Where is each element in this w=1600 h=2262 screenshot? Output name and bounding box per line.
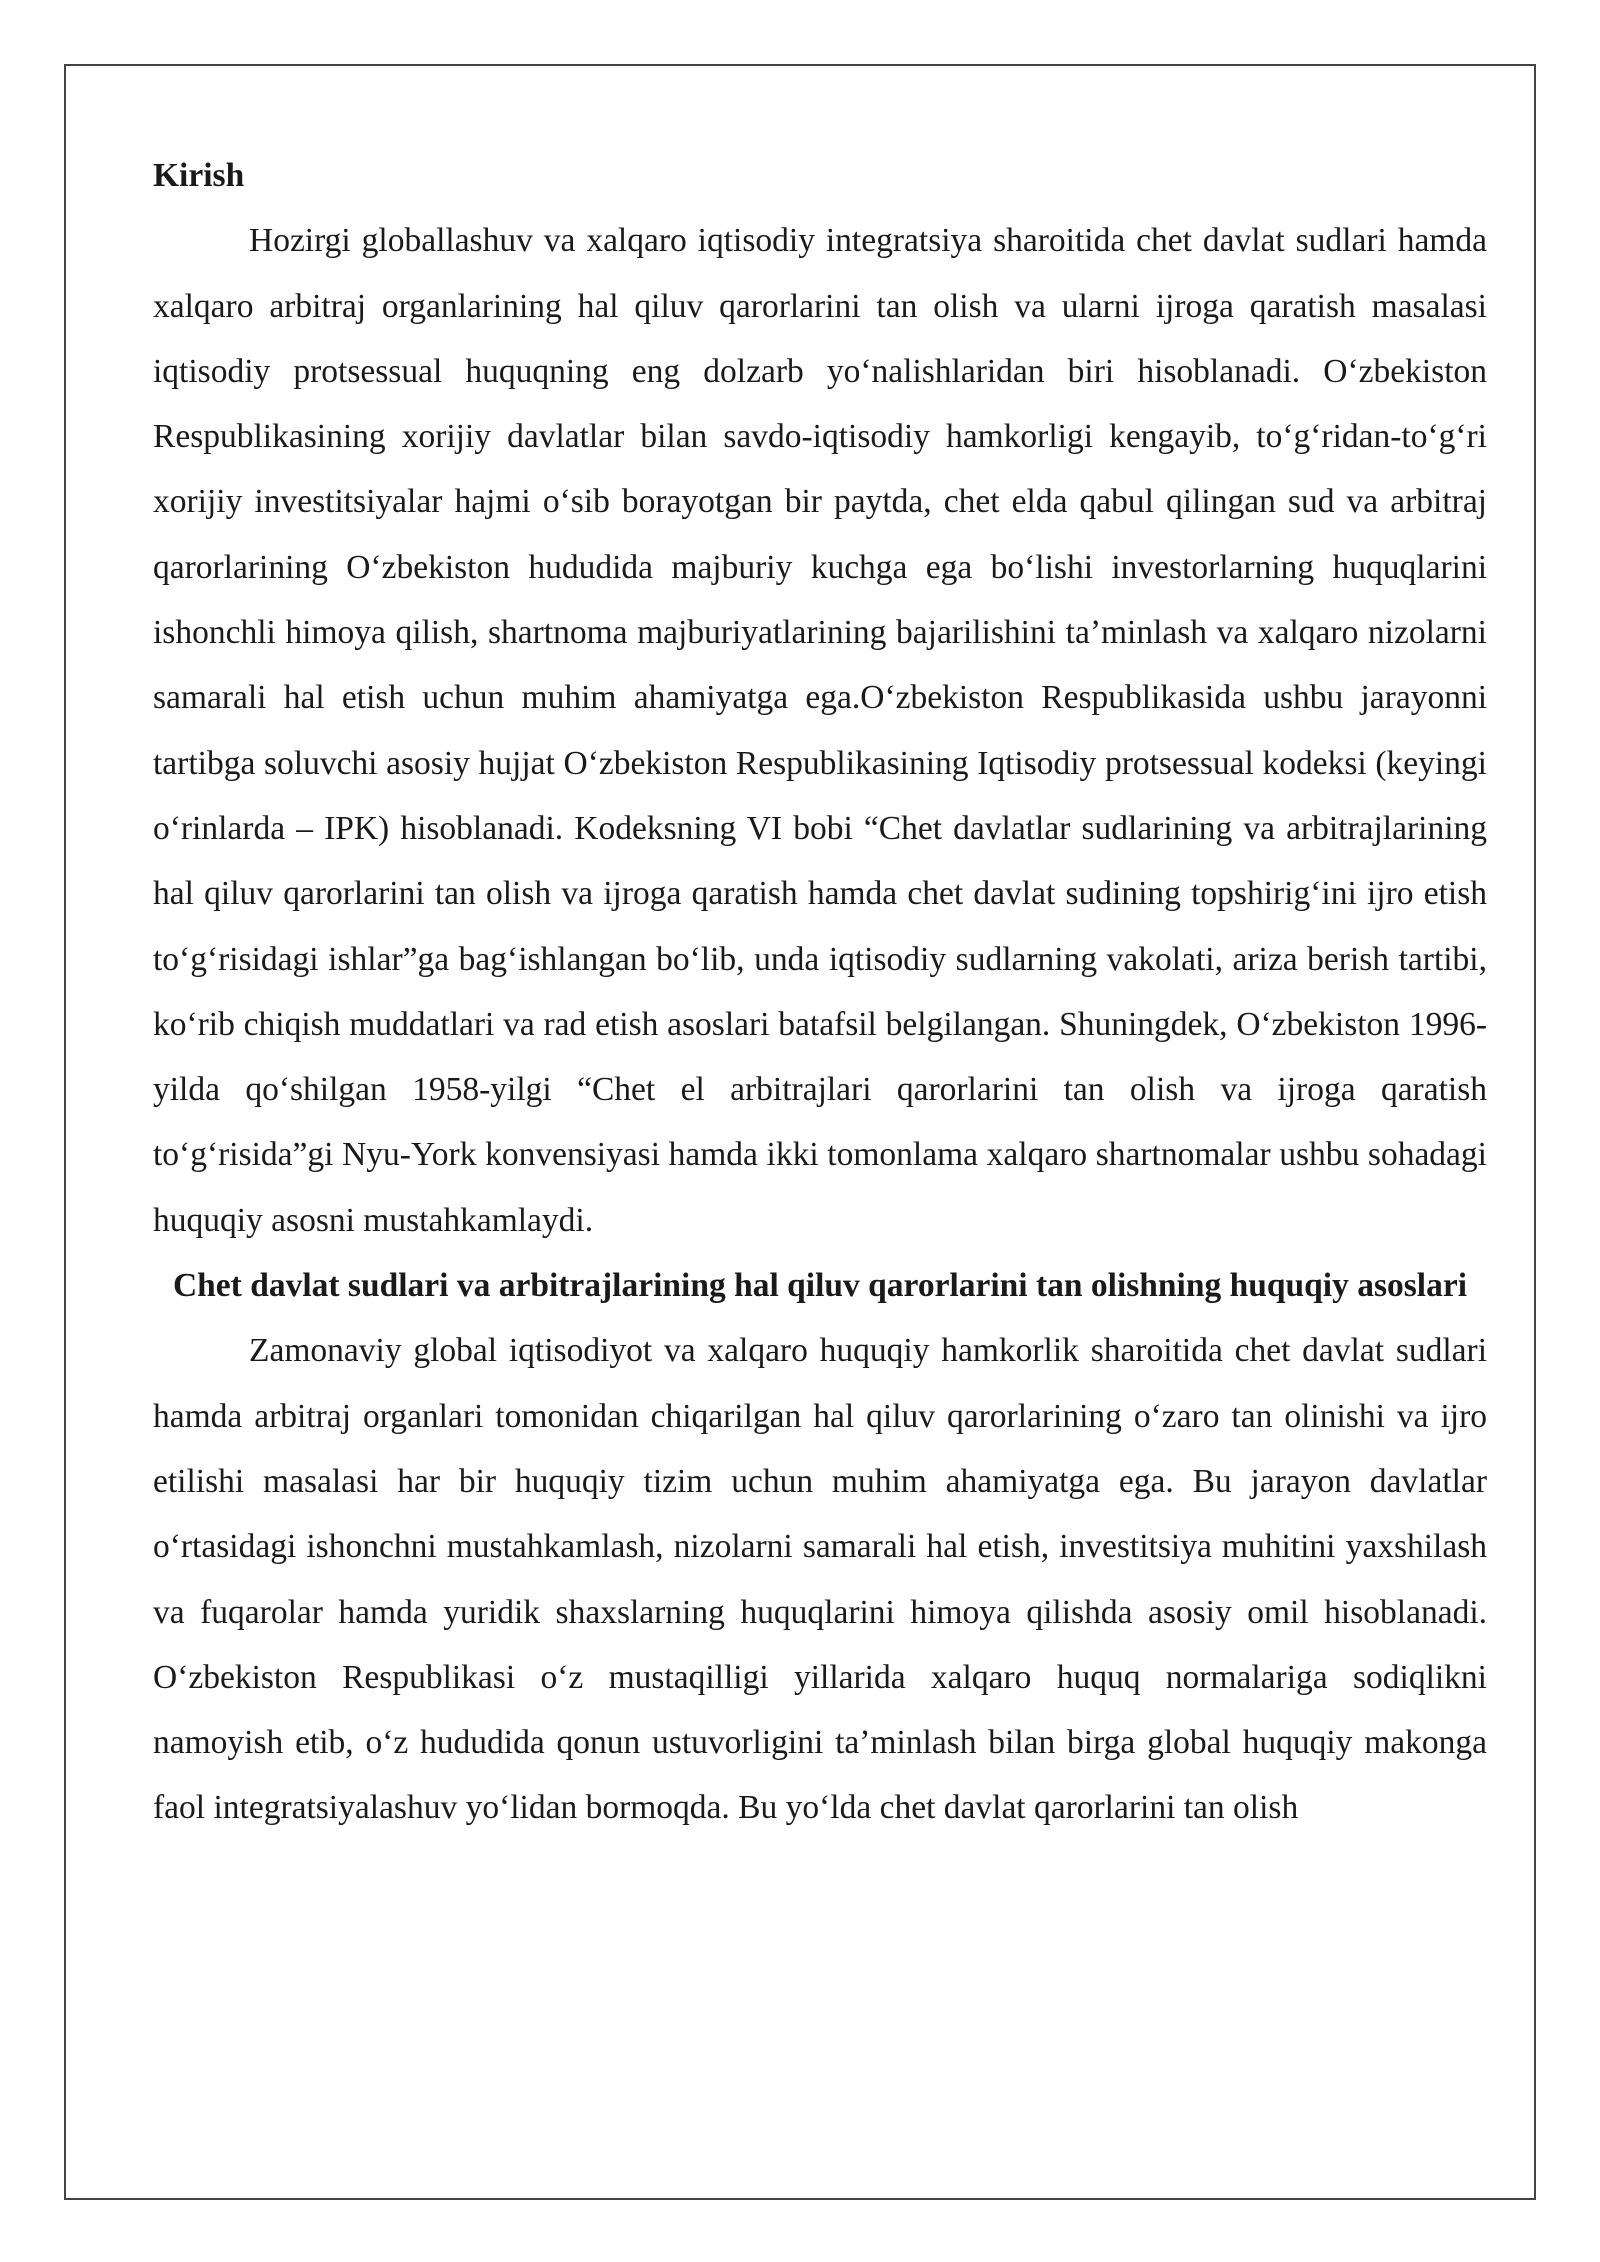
- section-heading-legal-basis: Chet davlat sudlari va arbitrajlarining hal qiluv qarorlarini tan olishning huquqiy asoslari: [172, 1267, 1468, 1305]
- paragraph-introduction: Hozirgi globallashuv va xalqaro iqtisodiy integratsiya sharoitida chet davlat sudlari hamda xalqaro arbitraj organlarining hal qiluv qarorlarini tan olish va ularni ijroga qaratish masalasi iqtisodiy protsessual huquqning eng dolzarb yoʻnalishlaridan biri hisoblanadi. Oʻzbekiston Respublikasining xorijiy davlatlar bilan savdo-iqtisodiy hamkorligi kengayib, toʻgʻridan-toʻgʻri xorijiy investitsiyalar hajmi oʻsib borayotgan bir paytda, chet elda qabul qilingan sud va arbitraj qarorlarining Oʻzbekiston hududida majburiy kuchga ega boʻlishi investorlarning huquqlarini ishonchli himoya qilish, shartnoma majburiyatlarining bajarilishini taʼminlash va xalqaro nizolarni samarali hal etish uchun muhim ahamiyatga ega.Oʻzbekiston Respublikasida ushbu jarayonni tartibga soluvchi asosiy hujjat Oʻzbekiston Respublikasining Iqtisodiy protsessual kodeksi (keyingi oʻrinlarda – IPK) hisoblanadi. Kodeksning VI bobi “Chet davlatlar sudlarining va arbitrajlarining hal qiluv qarorlarini tan olish va ijroga qaratish hamda chet davlat sudining topshirigʻini ijro etish toʻgʻrisidagi ishlar”ga bagʻishlangan boʻlib, unda iqtisodiy sudlarning vakolati, ariza berish tartibi, koʻrib chiqish muddatlari va rad etish asoslari batafsil belgilangan. Shuningdek, Oʻzbekiston 1996-yilda qoʻshilgan 1958-yilgi “Chet el arbitrajlari qarorlarini tan olish va ijroga qaratish toʻgʻrisida”gi Nyu-York konvensiyasi hamda ikki tomonlama xalqaro shartnomalar ushbu sohadagi huquqiy asosni mustahkamlaydi.: [153, 222, 1487, 1239]
- paragraph-legal-basis: Zamonaviy global iqtisodiyot va xalqaro huquqiy hamkorlik sharoitida chet davlat sudlari hamda arbitraj organlari tomonidan chiqarilgan hal qiluv qarorlarining oʻzaro tan olinishi va ijro etilishi masalasi har bir huquqiy tizim uchun muhim ahamiyatga ega. Bu jarayon davlatlar oʻrtasidagi ishonchni mustahkamlash, nizolarni samarali hal etish, investitsiya muhitini yaxshilash va fuqarolar hamda yuridik shaxslarning huquqlarini himoya qilishda asosiy omil hisoblanadi. Oʻzbekiston Respublikasi oʻz mustaqilligi yillarida xalqaro huquq normalariga sodiqlikni namoyish etib, oʻz hududida qonun ustuvorligini taʼminlash bilan birga global huquqiy makonga faol integratsiyalashuv yoʻlidan bormoqda. Bu yoʻlda chet davlat qarorlarini tan olish: [153, 1332, 1487, 1827]
- document-body: [153, 143, 1487, 1841]
- section-heading-introduction: Kirish: [153, 157, 245, 194]
